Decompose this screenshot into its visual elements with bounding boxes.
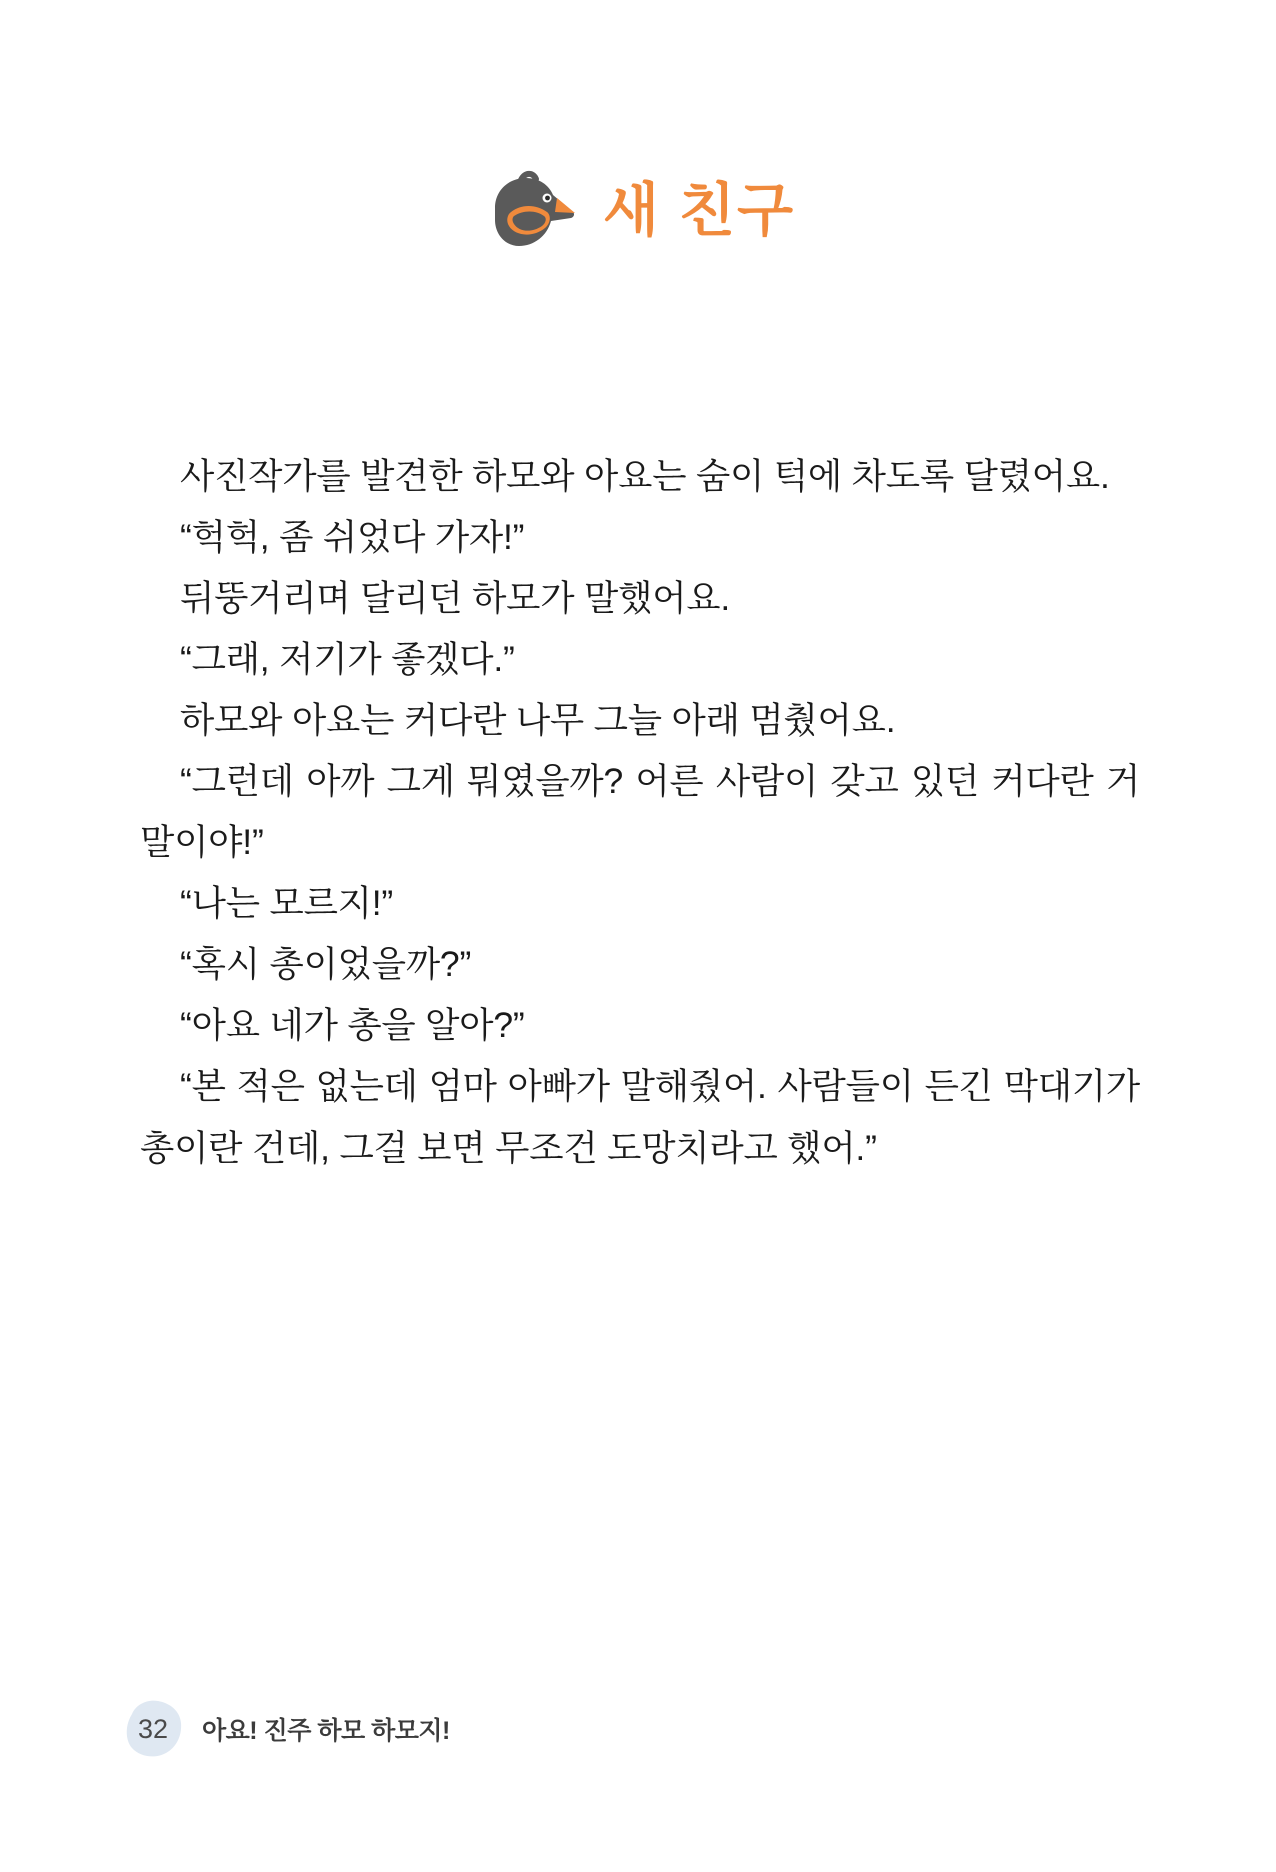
paragraph: 뒤뚱거리며 달리던 하모가 말했어요. (180, 578, 731, 619)
paragraph: “아요 네가 총을 알아?” (180, 1005, 525, 1046)
bird-icon (481, 168, 577, 254)
paragraph: 사진작가를 발견한 하모와 아요는 숨이 턱에 차도록 달렸어요. (180, 456, 1110, 496)
paragraph: “나는 모르지!” (180, 883, 394, 924)
paragraph: “본 적은 없는데 엄마 아빠가 말해줬어. 사람들이 든긴 막대기가 총이란 건데, 그걸 보면 무조건 도망치라고 했어.” (140, 1066, 1140, 1168)
page-number-badge (122, 1698, 184, 1760)
paragraph: “그런데 아까 그게 뭐였을까? 어른 사람이 갖고 있던 커다란 거 말이야!” (140, 761, 1140, 863)
paragraph: “헉헉, 좀 쉬었다 가자!” (180, 517, 525, 558)
chapter-heading (0, 168, 1276, 254)
story-body (140, 446, 1140, 1179)
book-title: 아요! 진주 하모 하모지! (202, 1717, 450, 1745)
paragraph: “혹시 총이었을까?” (180, 944, 472, 985)
page-title: 새 친구 (602, 178, 796, 243)
paragraph: “그래, 저기가 좋겠다.” (180, 639, 515, 680)
page-footer (122, 1698, 450, 1760)
page-number: 32 (137, 1713, 169, 1744)
paragraph: 하모와 아요는 커다란 나무 그늘 아래 멈췄어요. (180, 700, 896, 741)
